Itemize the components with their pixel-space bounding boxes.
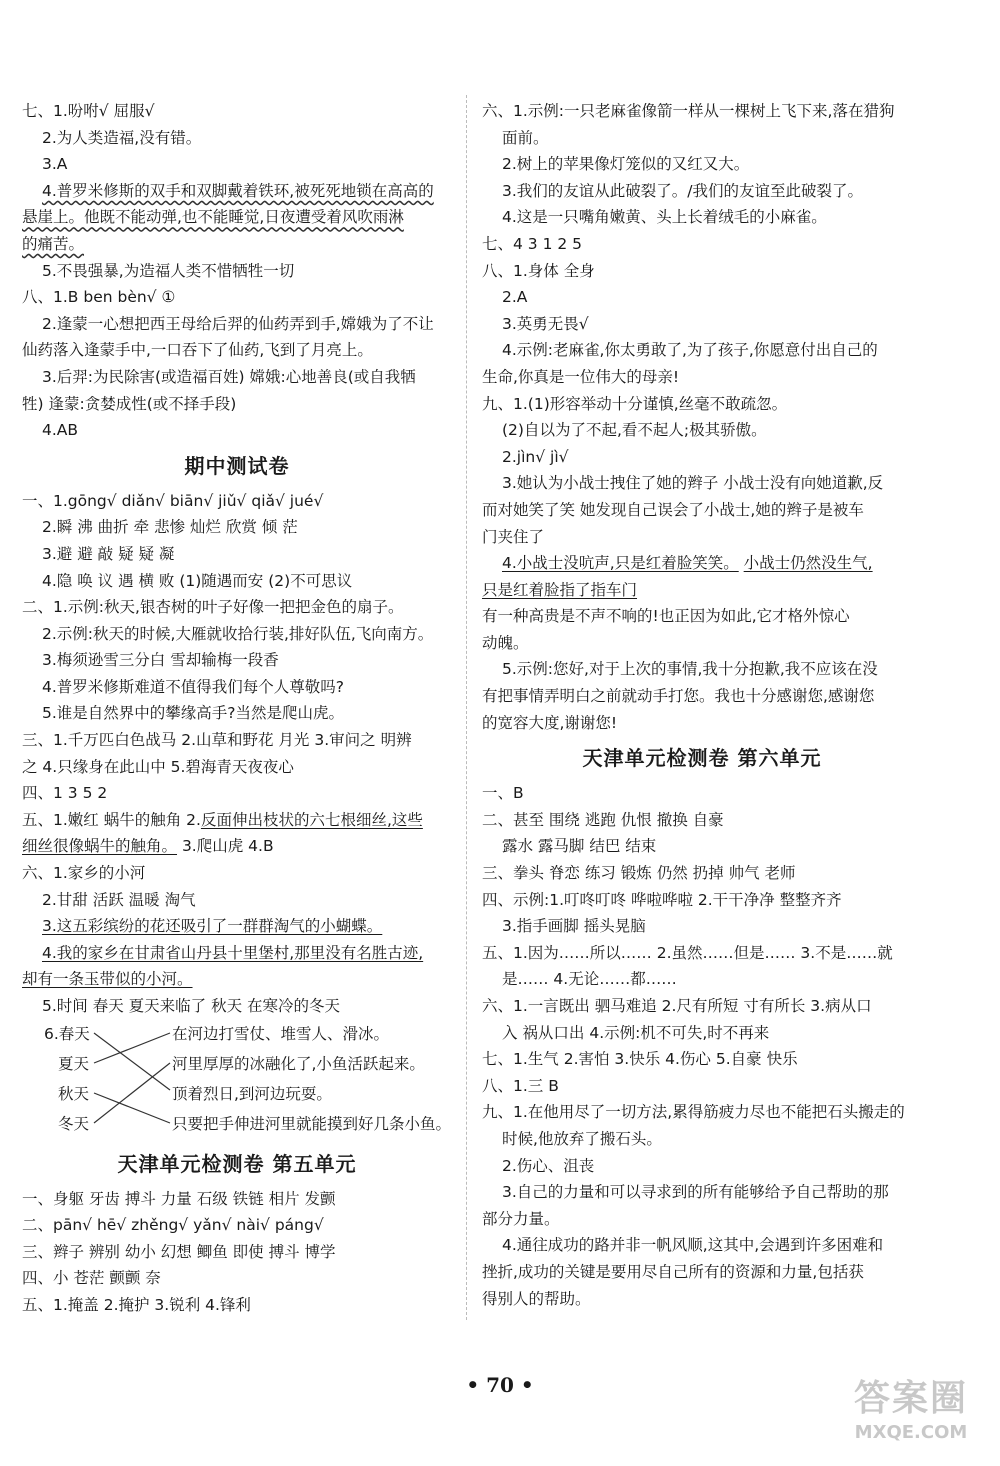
underlined-text: 只是红着脸指了指车门 <box>482 580 638 599</box>
answer-line: 一、1.gōng√ diǎn√ biān√ jiǔ√ qiǎ√ jué√ <box>22 491 324 510</box>
underlined-text: 3.这五彩缤纷的花还吸引了一群群淘气的小蝴蝶。 <box>42 917 383 936</box>
answer-line: 四、1 3 5 2 <box>22 784 108 803</box>
season-label: 夏天 <box>58 1054 90 1073</box>
answer-line: 二、甚至 围绕 逃跑 仇恨 撤换 自豪 <box>482 810 724 829</box>
wavy-underlined-text: 悬崖上。他既不能动弹,也不能睡觉,日夜遭受着风吹雨淋 <box>22 208 404 227</box>
answer-line: 四、示例:1.叮咚叮咚 哗啦哗啦 2.干干净净 整整齐齐 <box>482 890 842 909</box>
column-divider <box>466 95 467 1320</box>
page-number: • 70 • <box>466 1373 534 1397</box>
answer-line: 部分力量。 <box>482 1209 560 1228</box>
answer-line: 八、1.三 B <box>482 1076 559 1095</box>
section-heading-unit5: 天津单元检测卷 第五单元 <box>117 1151 357 1176</box>
activity-label: 顶着烈日,到河边玩耍。 <box>172 1084 332 1103</box>
answer-line: 六、1.示例:一只老麻雀像箭一样从一棵树上飞下来,落在猎狗 <box>482 102 895 120</box>
matching-exercise <box>22 1020 452 1142</box>
answer-line: 3.英勇无畏√ <box>502 314 589 333</box>
answer-line: 三、拳头 脊恋 练习 锻炼 仍然 扔掉 帅气 老师 <box>482 864 796 883</box>
answer-line: 有把事情弄明白之前就动手打您。我也十分感谢您,感谢您 <box>482 687 875 706</box>
answer-line: 挫折,成功的关键是要用尽自己所有的资源和力量,包括获 <box>482 1262 864 1281</box>
answer-line: 六、1.家乡的小河 <box>22 864 146 883</box>
answer-line: 五、1.因为……所以…… 2.虽然……但是…… 3.不是……就 <box>482 943 893 962</box>
right-column <box>482 98 922 1312</box>
answer-line: 八、1.B ben bèn√ ① <box>22 288 176 307</box>
answer-line: 七、1.生气 2.害怕 3.快乐 4.伤心 5.自豪 快乐 <box>482 1050 798 1069</box>
answer-line <box>22 833 452 860</box>
match-line <box>94 1093 170 1123</box>
answer-line: 动魄。 <box>482 633 529 652</box>
season-label: 秋天 <box>58 1084 90 1103</box>
answer-text: 3.爬山虎 4.B <box>177 837 274 856</box>
answer-line: 入 祸从口出 4.示例:机不可失,时不再来 <box>502 1023 770 1042</box>
answer-line: 3.我们的友谊从此破裂了。/我们的友谊至此破裂了。 <box>502 181 864 200</box>
answer-line: 2.jìn√ jì√ <box>502 447 569 466</box>
answer-line: 5.时间 春天 夏天来临了 秋天 在寒冷的冬天 <box>42 997 340 1015</box>
answer-line <box>22 231 452 258</box>
answer-line: 得别人的帮助。 <box>482 1289 591 1308</box>
answer-line: 2.示例:秋天的时候,大雁就收拾行装,排好队伍,飞向南方。 <box>42 624 434 643</box>
underlined-text: 小战士仍然没生气, <box>743 554 873 573</box>
underlined-text: 细丝很像蜗牛的触角。 <box>22 837 178 856</box>
answer-line: 时候,他放弃了搬石头。 <box>502 1129 662 1148</box>
answer-text: 五、1.嫩红 蜗牛的触角 2. <box>22 810 201 829</box>
activity-label: 河里厚厚的冰融化了,小鱼活跃起来。 <box>172 1054 425 1073</box>
answer-line <box>22 940 452 967</box>
answer-line: 九、1.(1)形容举动十分谨慎,丝毫不敢疏忽。 <box>482 394 788 413</box>
answer-line: 3.避 避 敲 疑 疑 凝 <box>42 544 175 563</box>
answer-line: 一、身躯 牙齿 搏斗 力量 石级 铁链 相片 发颤 <box>22 1189 336 1208</box>
match-line <box>94 1033 170 1090</box>
activity-label: 在河边打雪仗、堆雪人、滑冰。 <box>172 1024 390 1043</box>
answer-line: 的宽容大度,谢谢您! <box>482 713 618 732</box>
answer-line: 4.示例:老麻雀,你太勇敢了,为了孩子,你愿意付出自己的 <box>502 341 878 360</box>
season-label: 6.春天 <box>44 1024 90 1043</box>
answer-line: 五、1.掩盖 2.掩护 3.锐利 4.锋利 <box>22 1295 251 1314</box>
answer-line: 5.示例:您好,对于上次的事情,我十分抱歉,我不应该在没 <box>502 660 878 679</box>
answer-line: 2.甘甜 活跃 温暖 淘气 <box>42 890 196 909</box>
answer-line <box>22 807 452 834</box>
answer-line: 之 4.只缘身在此山中 5.碧海青天夜夜心 <box>22 757 294 776</box>
answer-line: 3.指手画脚 摇头晃脑 <box>502 917 646 936</box>
answer-line: 2.为人类造福,没有错。 <box>42 128 202 147</box>
answer-line: 4.通往成功的路并非一帆风顺,这其中,会遇到许多困难和 <box>502 1236 884 1255</box>
answer-line: 2.逢蒙一心想把西王母给后羿的仙药弄到手,嫦娥为了不让 <box>42 314 434 333</box>
answer-line: 而对她笑了笑 她发现自己误会了小战士,她的辫子是被车 <box>482 500 864 519</box>
answer-line: 3.A <box>42 155 68 174</box>
answer-line: (2)自以为了不起,看不起人;极其骄傲。 <box>502 421 767 440</box>
answer-line: 面前。 <box>502 128 549 147</box>
answer-line <box>22 966 452 993</box>
answer-line: 九、1.在他用尽了一切方法,累得筋疲力尽也不能把石头搬走的 <box>482 1103 905 1122</box>
answer-line: 三、辫子 辨别 幼小 幻想 鲫鱼 即使 搏斗 博学 <box>22 1242 336 1261</box>
answer-line: 2.伤心、沮丧 <box>502 1156 595 1175</box>
watermark-text: 答案圈 <box>853 1378 968 1419</box>
underlined-text: 4.我的家乡在甘肃省山丹县十里堡村,那里没有名胜古迹, <box>42 943 424 962</box>
underlined-text: 反面伸出枝状的六七根细丝,这些 <box>200 810 423 829</box>
section-heading-unit6: 天津单元检测卷 第六单元 <box>582 746 822 771</box>
answer-line: 三、1.千万匹白色战马 2.山草和野花 月光 3.审问之 明辨 <box>22 731 412 750</box>
answer-line: 有一种高贵是不声不响的!也正因为如此,它才格外惊心 <box>482 607 850 626</box>
answer-line: 八、1.身体 全身 <box>482 261 595 280</box>
answer-line <box>22 913 452 940</box>
answer-line: 2.树上的苹果像灯笼似的又红又大。 <box>502 155 750 174</box>
answer-line: 4.这是一只嘴角嫩黄、头上长着绒毛的小麻雀。 <box>502 208 827 227</box>
answer-line: 4.普罗米修斯难道不值得我们每个人尊敬吗? <box>42 677 345 696</box>
answer-line: 四、小 苍茫 颤颤 奈 <box>22 1269 161 1288</box>
answer-line: 二、1.示例:秋天,银杏树的叶子好像一把把金色的扇子。 <box>22 598 404 617</box>
answer-line: 露水 露马脚 结巴 结束 <box>502 837 657 856</box>
wavy-underlined-text: 4.普罗米修斯的双手和双脚戴着铁环,被死死地锁在高高的 <box>42 181 434 200</box>
answer-line: 3.后羿:为民除害(或造福百姓) 嫦娥:心地善良(或自我牺 <box>42 367 416 386</box>
answer-line: 仙药落入逢蒙手中,一口吞下了仙药,飞到了月亮上。 <box>22 341 373 360</box>
answer-line: 4.AB <box>42 421 79 440</box>
answer-line: 六、1.一言既出 驷马难追 2.尺有所短 寸有所长 3.病从口 <box>482 997 872 1015</box>
answer-line: 门夹住了 <box>482 527 545 546</box>
answer-line: 5.不畏强暴,为造福人类不惜牺牲一切 <box>42 261 295 280</box>
answer-line: 5.谁是自然界中的攀缘高手?当然是爬山虎。 <box>42 704 345 723</box>
answer-line: 3.她认为小战士拽住了她的辫子 小战士没有向她道歉,反 <box>502 474 884 493</box>
match-line <box>94 1063 170 1123</box>
answer-line: 一、B <box>482 784 524 803</box>
answer-line: 4.隐 唤 议 遇 横 败 (1)随遇而安 (2)不可思议 <box>42 571 353 590</box>
answer-line: 是…… 4.无论……都…… <box>502 970 677 989</box>
activity-label: 只要把手伸进河里就能摸到好几条小鱼。 <box>172 1114 452 1133</box>
season-label: 冬天 <box>58 1114 90 1133</box>
answer-line <box>482 550 922 577</box>
answer-line: 七、1.吩咐√ 屈服√ <box>22 102 155 120</box>
answer-line: 七、4 3 1 2 5 <box>482 234 583 253</box>
answer-line: 二、pān√ hē√ zhěng√ yǎn√ nài√ páng√ <box>22 1216 324 1235</box>
answer-line <box>22 178 452 205</box>
match-line <box>94 1033 170 1063</box>
answer-line <box>22 204 452 231</box>
answer-line: 2.A <box>502 288 528 307</box>
wavy-underlined-text: 的痛苦。 <box>22 234 85 253</box>
underlined-text: 却有一条玉带似的小河。 <box>22 970 193 989</box>
watermark-url: MXQE.COM <box>854 1422 968 1443</box>
answer-line: 2.瞬 沸 曲折 牵 悲惨 灿烂 欣赏 倾 茫 <box>42 518 298 537</box>
section-heading-midterm: 期中测试卷 <box>184 453 290 478</box>
answer-line: 生命,你真是一位伟大的母亲! <box>482 367 680 386</box>
answer-line: 3.自己的力量和可以寻求到的所有能够给予自己帮助的那 <box>502 1183 889 1202</box>
left-column <box>22 98 452 1319</box>
watermark-logo <box>836 1376 986 1454</box>
answer-line <box>482 577 922 604</box>
underlined-text: 4.小战士没吭声,只是红着脸笑笑。 <box>502 554 739 573</box>
answer-line: 3.梅须逊雪三分白 雪却输梅一段香 <box>42 651 279 670</box>
answer-line: 牲) 逢蒙:贪婪成性(或不择手段) <box>22 394 237 413</box>
